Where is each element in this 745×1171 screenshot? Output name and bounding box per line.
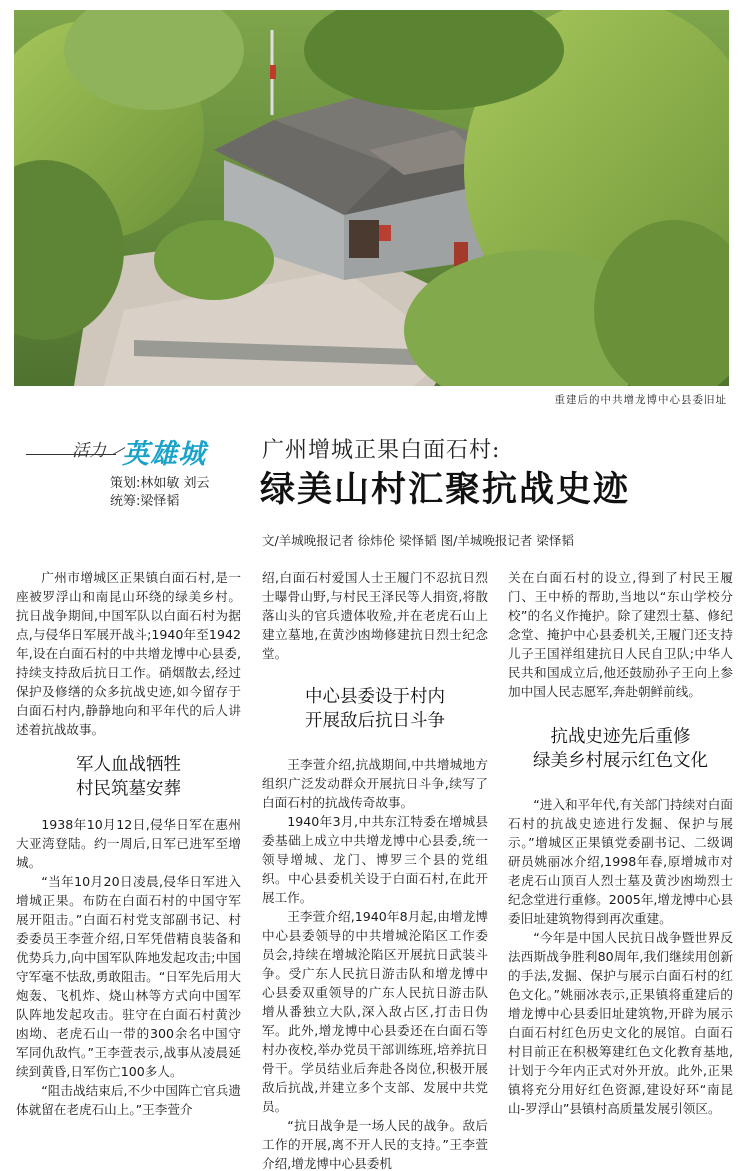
subheading-line: 中心县委设于村内 — [305, 687, 445, 707]
subheading — [508, 725, 733, 773]
village-aerial-illustration — [14, 10, 729, 386]
photo-caption: 重建后的中共增龙博中心县委旧址 — [554, 394, 727, 406]
paragraph: 关在白面石村的设立,得到了村民王履门、王中桥的帮助,当地以“东山学校分校”的名义作掩护。除了建烈士墓、修纪念堂、掩护中心县委机关,王履门还支持儿子王国祥组建抗日人民自卫队;中华人民共和国成立后,他还鼓励孙子王向上参加中国人民志愿军,奔赴朝鲜前线。 — [508, 570, 733, 699]
column-title: 英雄城 — [122, 439, 206, 470]
byline: 文/羊城晚报记者 徐炜伦 梁怿韬 图/羊城晚报记者 梁怿韬 — [262, 533, 574, 548]
subheading-line: 开展敌后抗日斗争 — [305, 711, 445, 731]
lead-photo — [14, 10, 729, 386]
paragraph: “当年10月20日凌晨,侵华日军进入增城正果。布防在白面石村的中国守军展开阻击。”白面石村党支部副书记、村委委员王李萱介绍,日军凭借精良装备和优势兵力,向中国军队阵地发起攻击;中国守军毫不怯敌,勇敢阻击。“日军先后用大炮轰、飞机炸、烧山林等方式向中国军队阵地发起攻击。驻守在白面石村黄沙凼坳、老虎石山一带的300余名中国守军同仇敌忾。”王李萱表示,战事从凌晨延续到黄昏,日军伤亡100多人。 — [16, 874, 241, 1079]
subheading-line: 抗战史迹先后重修 — [550, 727, 691, 747]
column-label: 活力 — [72, 441, 106, 461]
paragraph: “抗日战争是一场人民的战争。敌后工作的开展,离不开人民的支持。”王李萱介绍,增龙博中心县委机 — [262, 1118, 488, 1171]
paragraph: “阻击战结束后,不少中国阵亡官兵遗体就留在老虎石山上。”王李萱介 — [16, 1083, 241, 1117]
paragraph: 王李萱介绍,抗战期间,中共增城地方组织广泛发动群众开展抗日斗争,续写了白面石村的抗战传奇故事。 — [262, 757, 488, 810]
article-column-1 — [16, 568, 241, 1119]
article-column-2 — [262, 568, 488, 1171]
subheading — [16, 753, 241, 801]
paragraph: 绍,白面石村爱国人士王履门不忍抗日烈士曝骨山野,与村民王泽民等人捐资,将散落山头的官兵遗体收殓,并在老虎石山上建立墓地,在黄沙凼坳修建抗日烈士纪念堂。 — [262, 570, 488, 661]
subheading-line: 军人血战牺牲 — [76, 755, 181, 775]
paragraph: 王李萱介绍,1940年8月起,由增龙博中心县委领导的中共增城沦陷区工作委员会,持续在增城沦陷区开展抗日武装斗争。受广东人民抗日游击队和增龙博中心县委双重领导的广东人民抗日游击队增从番独立大队,深入敌占区,打击日伪军。此外,增龙博中心县委还在白面石等村办夜校,举办党员干部训练班,培养抗日骨干。学员结业后奔赴各岗位,积极开展敌后抗战,并建立多个支部、发展中共党员。 — [262, 909, 488, 1114]
column-header — [18, 430, 248, 520]
paragraph: 1938年10月12日,侵华日军在惠州大亚湾登陆。约一周后,日军已进军至增城。 — [16, 817, 241, 870]
subheading-line: 绿美乡村展示红色文化 — [533, 751, 708, 771]
paragraph: 1940年3月,中共东江特委在增城县委基础上成立中共增龙博中心县委,统一领导增城、龙门、博罗三个县的党组织。中心县委机关设于白面石村,在此开展工作。 — [262, 814, 488, 905]
subheading-line: 村民筑墓安葬 — [76, 779, 181, 799]
paragraph: “进入和平年代,有关部门持续对白面石村的抗战史迹进行发掘、保护与展示。”增城区正果镇党委副书记、二级调研员姚丽冰介绍,1998年春,原增城市对老虎石山顶百人烈士墓及黄沙凼坳烈士纪念堂进行重修。2005年,增龙博中心县委旧址建筑物得到再次重建。 — [508, 797, 733, 926]
planner-credit: 策划:林如敏 刘云 — [110, 476, 210, 491]
paragraph: “今年是中国人民抗日战争暨世界反法西斯战争胜利80周年,我们继续用创新的手法,发掘、保护与展示白面石村的红色文化。”姚丽冰表示,正果镇将重建后的增龙博中心县委旧址建筑物,开辟为展示白面石村红色历史文化的展馆。白面石村目前正在积极筹建红色文化教育基地,计划于今年内正式对外开放。此外,正果镇将充分用好红色资源,建设好环“南昆山-罗浮山”县镇村高质量发展引领区。 — [508, 930, 733, 1116]
headline-kicker: 广州增城正果白面石村: — [262, 438, 501, 463]
headline-main: 绿美山村汇聚抗战史迹 — [260, 469, 631, 510]
coordinator-credit: 统筹:梁怿韬 — [110, 494, 180, 509]
paragraph: 广州市增城区正果镇白面石村,是一座被罗浮山和南昆山环绕的绿美乡村。抗日战争期间,中国军队以白面石村为据点,与侵华日军展开战斗;1940年至1942年,设在白面石村的中共增龙博中心县委,持续支持敌后抗日工作。硝烟散去,经过保护及修缮的众多抗战史迹,如今留存于白面石村内,静静地向和平年代的后人讲述着抗战故事。 — [16, 570, 241, 737]
article-column-3 — [508, 568, 733, 1118]
subheading — [262, 685, 488, 733]
